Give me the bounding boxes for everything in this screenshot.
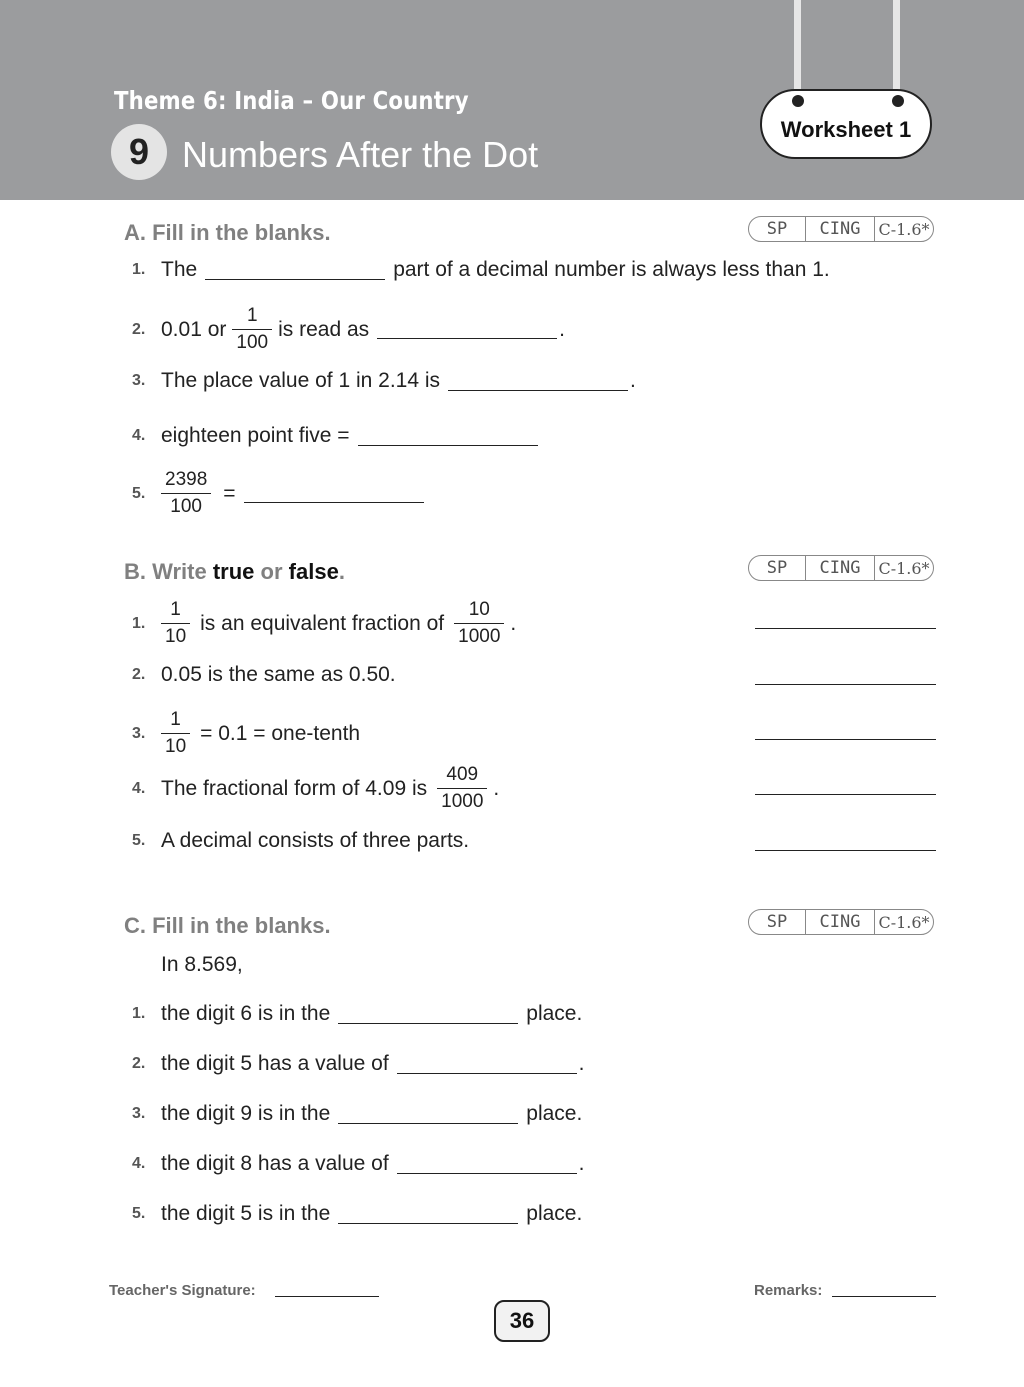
chapter-number: 9	[111, 124, 167, 180]
badge-cing: CING	[806, 217, 875, 241]
section-b-title-pre: B. Write	[124, 559, 207, 584]
answer-blank[interactable]	[338, 1023, 518, 1024]
question-number: 4.	[132, 1155, 146, 1172]
numerator: 1	[170, 709, 181, 730]
skill-badge-b	[748, 555, 934, 581]
tag-hole-left	[792, 95, 804, 107]
question-text: the digit 6 is in the	[161, 1002, 331, 1025]
question-text: is read as	[278, 317, 370, 341]
question-number: 5.	[132, 1205, 146, 1222]
question-number: 3.	[132, 1105, 146, 1122]
teacher-signature-line[interactable]	[275, 1296, 379, 1297]
section-b-or: or	[260, 559, 283, 584]
section-a-title: A. Fill in the blanks.	[124, 220, 331, 245]
answer-blank[interactable]	[205, 279, 385, 280]
chapter-title: Numbers After the Dot	[182, 134, 539, 175]
question-a2	[132, 303, 565, 356]
skill-badge-c	[748, 909, 934, 935]
denominator: 1000	[441, 791, 484, 812]
section-c-title: C. Fill in the blanks.	[124, 913, 331, 938]
question-number: 1.	[132, 614, 146, 632]
question-text: .	[559, 317, 565, 341]
badge-sp: SP	[749, 217, 806, 241]
question-text: the digit 8 has a value of	[161, 1152, 389, 1175]
fraction	[454, 597, 504, 650]
fraction	[437, 762, 487, 815]
question-text: 0.01 or	[161, 317, 227, 341]
question-text: is an equivalent fraction of	[200, 611, 445, 635]
question-b4	[132, 762, 499, 815]
badge-sp: SP	[749, 910, 806, 934]
section-c-intro: In 8.569,	[161, 953, 243, 976]
answer-blank[interactable]	[377, 338, 557, 339]
question-number: 5.	[132, 484, 146, 502]
denominator: 100	[236, 332, 269, 353]
tag-string-right	[893, 0, 900, 100]
answer-line-b4[interactable]	[755, 794, 936, 795]
question-number: 3.	[132, 372, 146, 389]
question-number: 3.	[132, 724, 146, 742]
remarks-line[interactable]	[832, 1296, 936, 1297]
tag-hole-right	[892, 95, 904, 107]
tag-string-left	[794, 0, 801, 100]
worksheet-tag	[760, 89, 932, 159]
numerator: 409	[446, 764, 479, 785]
fraction	[161, 597, 190, 650]
question-number: 2.	[132, 320, 146, 338]
badge-sp: SP	[749, 556, 806, 580]
question-a4	[132, 424, 546, 448]
section-b-title-end: .	[338, 559, 345, 584]
question-text: 0.05 is the same as 0.50.	[161, 663, 396, 686]
question-number: 5.	[132, 832, 146, 849]
numerator: 10	[468, 599, 490, 620]
question-text: .	[493, 776, 500, 800]
question-c4	[132, 1152, 585, 1176]
question-text: the digit 9 is in the	[161, 1102, 331, 1125]
numerator: 1	[170, 599, 181, 620]
answer-blank[interactable]	[244, 502, 424, 503]
badge-code: C-1.6*	[878, 219, 930, 239]
section-b-title	[124, 559, 345, 585]
question-text: The	[161, 258, 198, 281]
numerator: 1	[246, 305, 258, 326]
worksheet-label: Worksheet 1	[780, 117, 912, 142]
section-b-false: false	[288, 559, 339, 584]
answer-line-b5[interactable]	[755, 850, 936, 851]
question-text: The place value of 1 in 2.14 is	[161, 369, 441, 392]
theme-label: Theme 6: India – Our Country	[114, 86, 469, 115]
badge-code: C-1.6*	[878, 558, 930, 578]
answer-blank[interactable]	[338, 1223, 518, 1224]
header-banner	[0, 0, 1024, 200]
fraction	[161, 467, 211, 520]
question-text: =	[223, 481, 236, 505]
question-c2	[132, 1052, 585, 1076]
section-b-true: true	[212, 559, 255, 584]
question-text: .	[510, 611, 517, 635]
answer-line-b3[interactable]	[755, 739, 936, 740]
question-a5	[132, 467, 432, 520]
question-number: 1.	[132, 261, 146, 278]
question-text: .	[578, 1152, 585, 1175]
question-number: 4.	[132, 779, 146, 797]
question-text: the digit 5 has a value of	[161, 1052, 389, 1075]
answer-line-b2[interactable]	[755, 684, 936, 685]
answer-blank[interactable]	[397, 1173, 577, 1174]
question-text: The fractional form of 4.09 is	[161, 776, 428, 800]
question-c3	[132, 1102, 582, 1126]
question-a1	[132, 258, 830, 282]
teacher-signature-label: Teacher's Signature:	[109, 1282, 256, 1299]
denominator: 100	[170, 496, 202, 517]
question-number: 2.	[132, 1055, 146, 1072]
question-text: eighteen point five =	[161, 424, 350, 447]
question-number: 1.	[132, 1005, 146, 1022]
question-text: place.	[526, 1202, 583, 1225]
question-text: = 0.1 = one-tenth	[200, 721, 361, 745]
question-text: A decimal consists of three parts.	[161, 829, 470, 852]
question-b2	[132, 663, 396, 687]
question-text: place.	[526, 1102, 583, 1125]
answer-blank[interactable]	[397, 1073, 577, 1074]
remarks-label: Remarks:	[754, 1282, 823, 1299]
answer-blank[interactable]	[338, 1123, 518, 1124]
question-b1	[132, 597, 516, 650]
question-text: the digit 5 is in the	[161, 1202, 331, 1225]
denominator: 10	[165, 736, 187, 757]
question-text: .	[630, 369, 636, 392]
question-b5	[132, 829, 469, 853]
numerator: 2398	[165, 469, 208, 490]
question-c5	[132, 1202, 582, 1226]
fraction	[161, 707, 190, 760]
answer-blank[interactable]	[448, 390, 628, 391]
badge-code: C-1.6*	[878, 912, 930, 932]
question-text: part of a decimal number is always less than 1.	[393, 258, 830, 281]
badge-cing: CING	[806, 910, 875, 934]
question-text: .	[578, 1052, 585, 1075]
page-number: 36	[494, 1300, 550, 1342]
question-text: place.	[526, 1002, 583, 1025]
answer-blank[interactable]	[358, 445, 538, 446]
answer-line-b1[interactable]	[755, 628, 936, 629]
fraction	[232, 303, 272, 356]
question-number: 4.	[132, 427, 146, 444]
denominator: 10	[165, 626, 187, 647]
question-a3	[132, 369, 636, 393]
question-b3	[132, 707, 360, 760]
denominator: 1000	[458, 626, 501, 647]
question-c1	[132, 1002, 582, 1026]
skill-badge-a	[748, 216, 934, 242]
badge-cing: CING	[806, 556, 875, 580]
question-number: 2.	[132, 666, 146, 683]
